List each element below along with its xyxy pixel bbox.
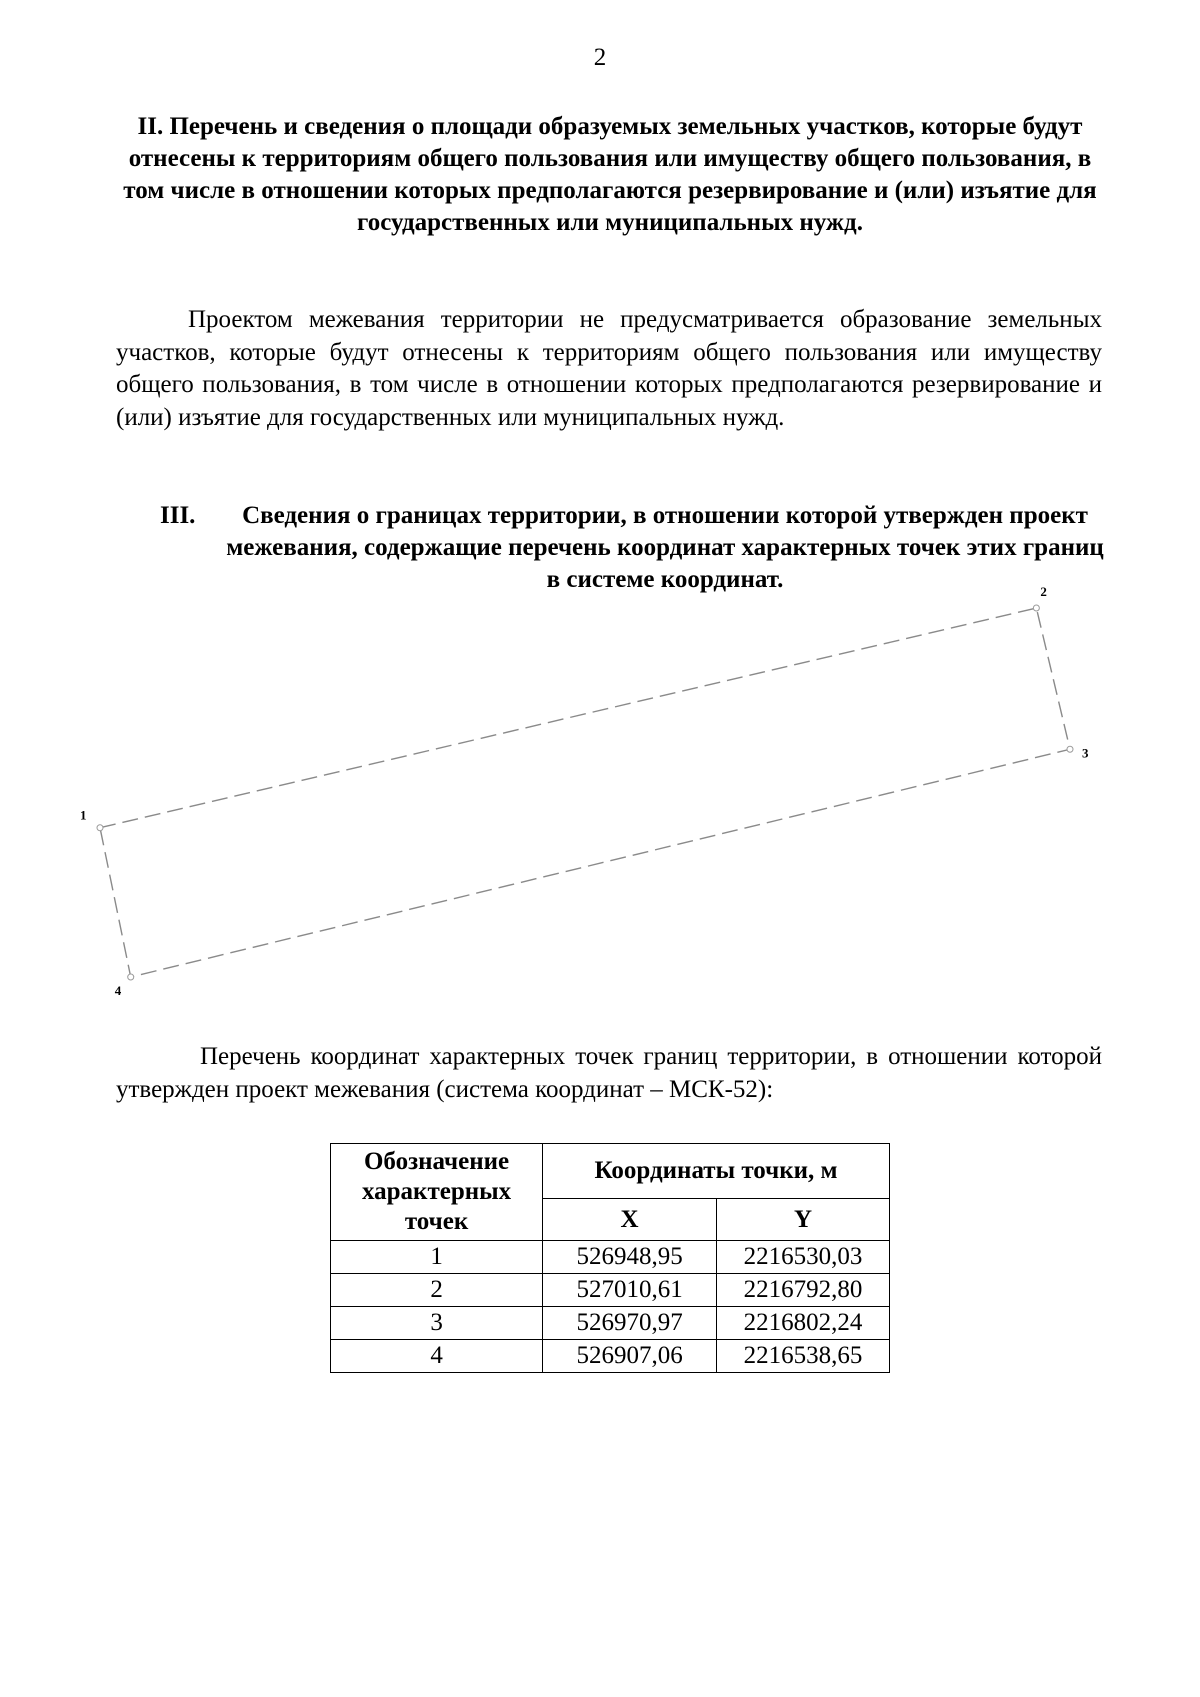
boundary-point-label: 2 [1040, 584, 1047, 599]
boundary-point-marker [97, 825, 103, 831]
table-row [331, 1340, 890, 1373]
boundary-point-marker [1067, 746, 1073, 752]
header-x: X [543, 1199, 717, 1241]
coordinates-table [330, 1143, 890, 1373]
boundary-polygon [100, 608, 1070, 977]
section-3-heading: Сведения о границах территории, в отношении которой утвержден проект межевания, содержащие перечень координат характерных точек этих границ в системе координат. [226, 502, 1104, 593]
section-2-heading: II. Перечень и сведения о площади образуемых земельных участков, которые будут отнесены к территориям общего пользования или имуществу общего пользования, в том числе в отношении которых предполагаются резервирование и (или) изъятие для государственных или муниципальных нужд. [123, 113, 1097, 236]
boundary-map [70, 584, 1150, 1040]
cell-point: 4 [331, 1340, 543, 1373]
cell-y: 2216538,65 [717, 1340, 890, 1373]
table-header-row [331, 1144, 890, 1199]
coordinates-intro: Перечень координат характерных точек границ территории, в отношении которой утвержден проект межевания (система координат – МСК-52): [116, 1043, 1102, 1103]
cell-x: 526948,95 [543, 1241, 717, 1274]
table-row [331, 1241, 890, 1274]
boundary-point-label: 4 [114, 982, 122, 998]
table-row [331, 1307, 890, 1340]
boundary-point-marker [1033, 605, 1039, 611]
cell-y: 2216802,24 [717, 1307, 890, 1340]
cell-y: 2216530,03 [717, 1241, 890, 1274]
boundary-point-marker [128, 974, 134, 980]
coordinates-table-body [331, 1241, 890, 1373]
header-y: Y [717, 1199, 890, 1241]
header-coordinates: Координаты точки, м [543, 1144, 890, 1199]
boundary-points [80, 584, 1089, 998]
page-number: 2 [593, 44, 607, 71]
cell-x: 526907,06 [543, 1340, 717, 1373]
section-2-body: Проектом межевания территории не предусматривается образование земельных участков, которые будут отнесены к территориям общего пользования или имуществу общего пользования, в том числе в отношении которых предполагаются резервирование и (или) изъятие для государственных или муниципальных нужд. [116, 306, 1102, 431]
boundary-point-label: 3 [1082, 745, 1089, 761]
section-3-numeral: III. [160, 502, 196, 529]
header-point: Обозначение характерных точек [331, 1144, 543, 1241]
cell-point: 2 [331, 1274, 543, 1307]
table-row [331, 1274, 890, 1307]
cell-point: 1 [331, 1241, 543, 1274]
cell-x: 526970,97 [543, 1307, 717, 1340]
boundary-point-label: 1 [80, 807, 87, 823]
boundary-map-svg [70, 584, 1150, 1040]
cell-point: 3 [331, 1307, 543, 1340]
cell-y: 2216792,80 [717, 1274, 890, 1307]
cell-x: 527010,61 [543, 1274, 717, 1307]
